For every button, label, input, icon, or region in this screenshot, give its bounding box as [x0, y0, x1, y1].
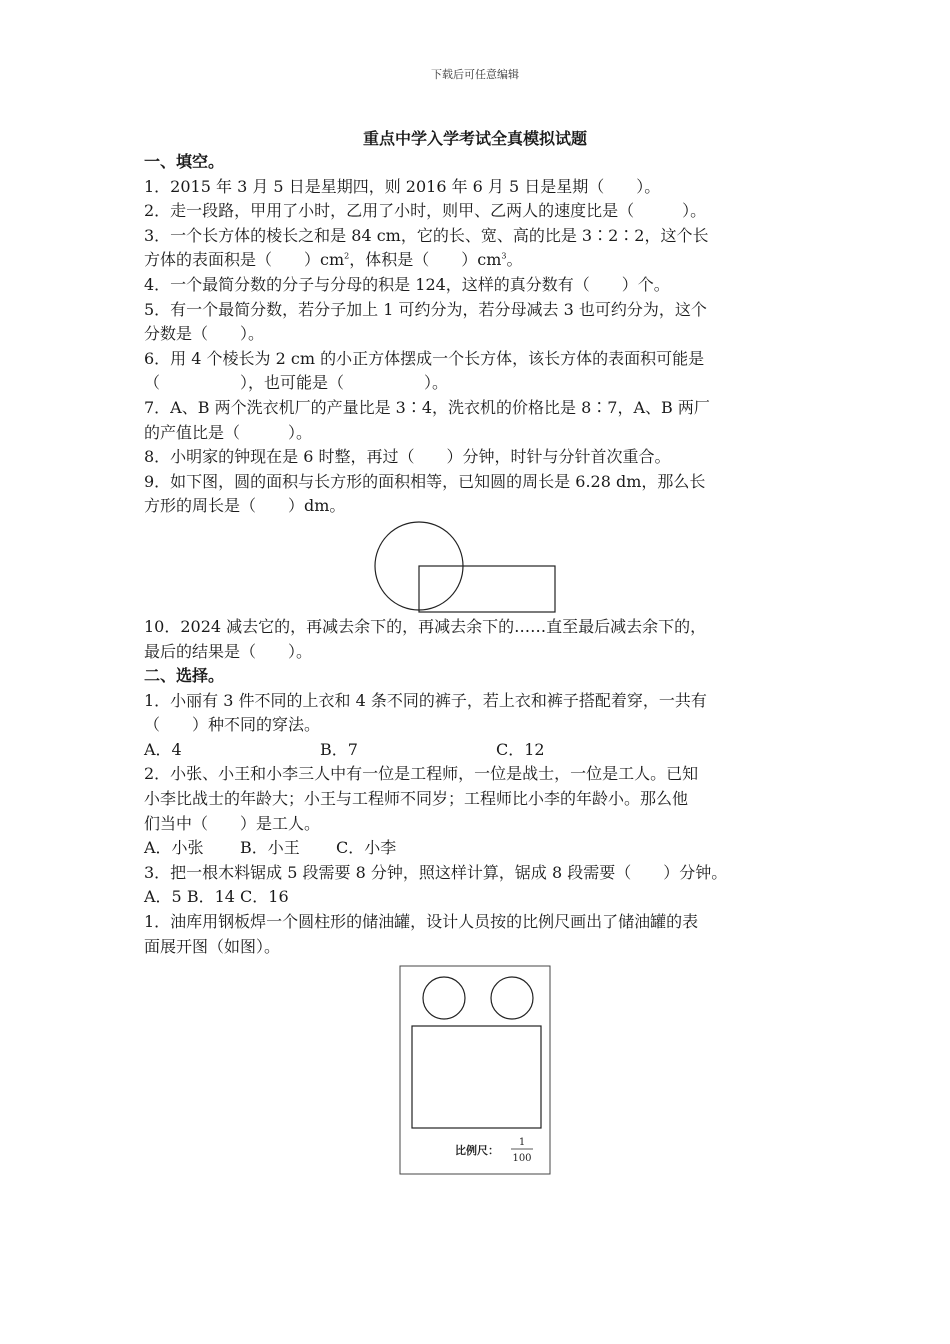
page-header: 下载后可任意编辑 — [431, 68, 519, 81]
scale-label: 比例尺： — [455, 1144, 499, 1158]
q3-text-c: 。 — [506, 250, 523, 270]
scale-denominator: 100 — [512, 1153, 532, 1165]
question-5-line-1: 5．有一个最简分数，若分子加上 1 可约分为，若分母减去 3 也可约分为，这个 — [144, 299, 707, 319]
choice-1-option-b: B．7 — [320, 739, 358, 759]
question-3-line-1: 3．一个长方体的棱长之和是 84 cm，它的长、宽、高的比是 3∶2∶2，这个长 — [144, 225, 709, 245]
choice-3-options: A．5 B．14 C．16 — [144, 887, 289, 907]
question-4: 4．一个最简分数的分子与分母的积是 124，这样的真分数有（ ）个。 — [144, 274, 670, 294]
question-3-line-2 — [144, 248, 824, 273]
scale-numerator: 1 — [518, 1137, 526, 1149]
choice-1-line-2: （ ）种不同的穿法。 — [144, 715, 321, 735]
section-fill-blank-heading: 一、填空。 — [144, 152, 225, 171]
choice-1-options — [144, 738, 824, 763]
choice-1-option-c: C．12 — [496, 739, 545, 759]
choice-2-option-a: A．小张 — [144, 838, 204, 858]
question-6-line-1: 6．用 4 个棱长为 2 cm 的小正方体摆成一个长方体，该长方体的表面积可能是 — [144, 348, 705, 368]
question-9-line-2: 方形的周长是（ ）dm。 — [144, 496, 346, 516]
question-7-line-1: 7．A、B 两个洗衣机厂的产量比是 3∶4，洗衣机的价格比是 8∶7，A、B 两厂 — [144, 397, 710, 417]
question-7-line-2: 的产值比是（ ）。 — [144, 422, 313, 442]
choice-2-options — [144, 836, 824, 861]
problem-1-line-1: 1．油库用钢板焊一个圆柱形的储油罐，设计人员按的比例尺画出了储油罐的表 — [144, 912, 699, 932]
cylinder-net-figure — [144, 965, 824, 1183]
choice-2-option-c: C．小李 — [336, 838, 397, 858]
question-10-line-1: 10．2024 减去它的，再减去余下的，再减去余下的……直至最后减去余下的， — [144, 616, 707, 636]
net-side-rectangle — [412, 1026, 541, 1128]
choice-1-option-a: A．4 — [144, 739, 182, 759]
question-6-line-2: （ ），也可能是（ ）。 — [144, 373, 449, 393]
choice-2-line-2: 小李比战士的年龄大；小王与工程师不同岁；工程师比小李的年龄小。那么他 — [144, 789, 689, 809]
net-bottom-circle — [491, 977, 533, 1019]
circle-rectangle-figure — [144, 519, 824, 615]
problem-1-line-2: 面展开图（如图）。 — [144, 936, 281, 956]
net-top-circle — [423, 977, 465, 1019]
q3-sup-squared: 2 — [344, 252, 350, 262]
page-title: 重点中学入学考试全真模拟试题 — [362, 129, 587, 148]
circle-rectangle-diagram — [374, 519, 564, 615]
choice-3: 3．把一根木料锯成 5 段需要 8 分钟，照这样计算，锯成 8 段需要（ ）分钟。 — [144, 862, 728, 882]
choice-2-line-1: 2．小张、小王和小李三人中有一位是工程师，一位是战士，一位是工人。已知 — [144, 764, 699, 784]
question-2: 2．走一段路，甲用了小时，乙用了小时，则甲、乙两人的速度比是（ ）。 — [144, 201, 707, 221]
question-9-line-1: 9．如下图，圆的面积与长方形的面积相等，已知圆的周长是 6.28 dm，那么长 — [144, 471, 706, 491]
question-1: 1．2015 年 3 月 5 日是星期四，则 2016 年 6 月 5 日是星期（ ）。 — [144, 176, 661, 196]
q3-text-a: 方体的表面积是（ ）cm — [144, 250, 345, 270]
question-10-line-2: 最后的结果是（ ）。 — [144, 641, 313, 661]
cylinder-net-diagram — [399, 965, 551, 1177]
choice-2-line-3: 们当中（ ）是工人。 — [144, 813, 321, 833]
choice-2-option-b: B．小王 — [240, 838, 300, 858]
question-8: 8．小明家的钟现在是 6 时整，再过（ ）分钟，时针与分针首次重合。 — [144, 447, 671, 467]
exam-content — [144, 150, 824, 1183]
section-choice-heading: 二、选择。 — [144, 666, 225, 686]
question-5-line-2: 分数是（ ）。 — [144, 324, 265, 344]
choice-1-line-1: 1．小丽有 3 件不同的上衣和 4 条不同的裤子，若上衣和裤子搭配着穿，一共有 — [144, 690, 707, 710]
q3-sup-cubed: 3 — [501, 252, 507, 262]
q3-text-b: ，体积是（ ）cm — [349, 250, 502, 270]
